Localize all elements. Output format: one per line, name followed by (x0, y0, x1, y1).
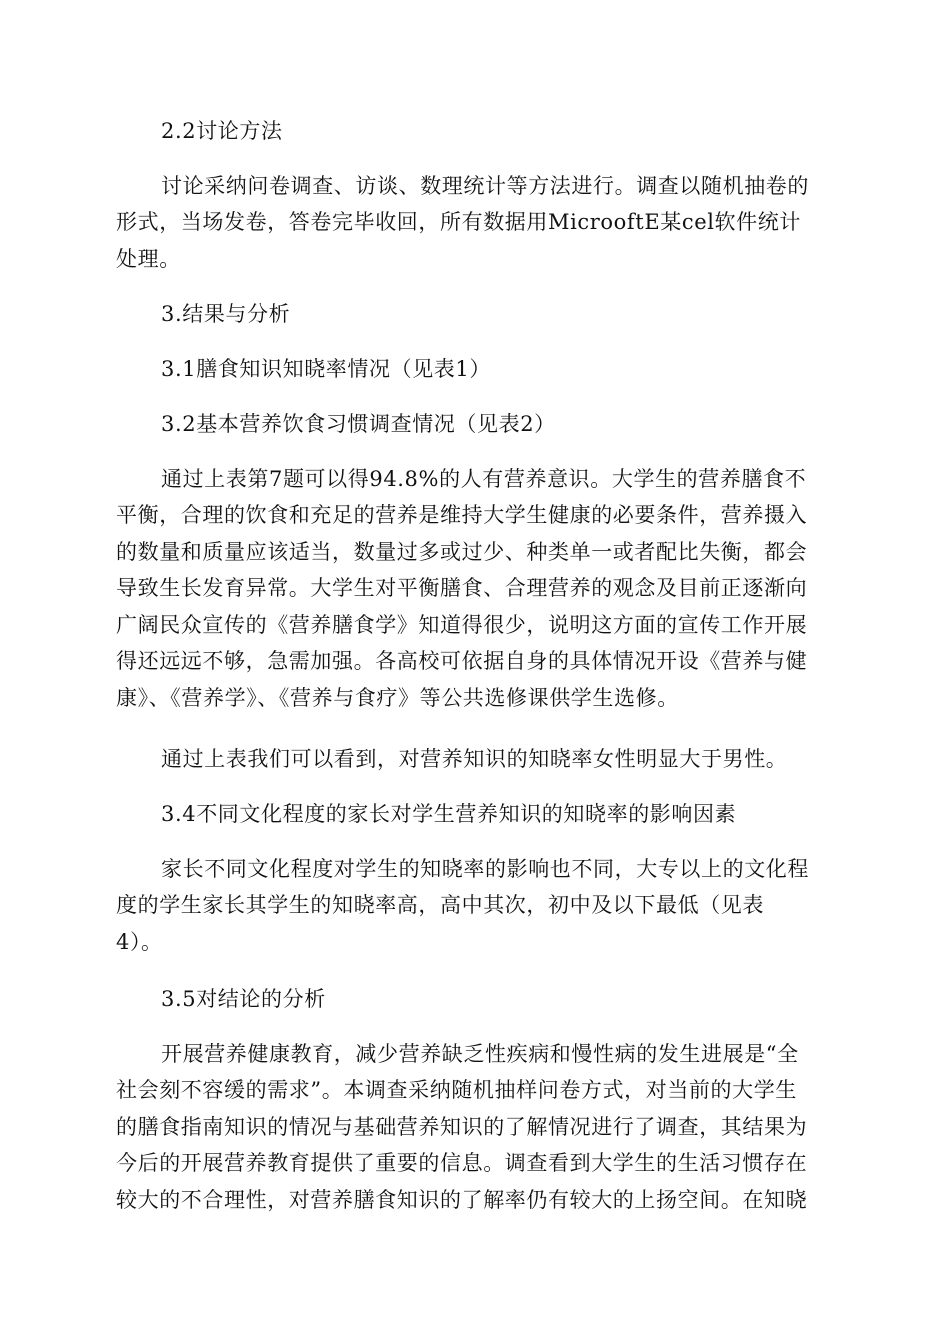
paragraph-line: 处理。 (116, 247, 181, 271)
paragraph-line: 通过上表我们可以看到，对营养知识的知晓率女性明显大于男性。 (161, 747, 788, 771)
heading-3-4: 3.4不同文化程度的家长对学生营养知识的知晓率的影响因素 (161, 802, 737, 826)
heading-3-5: 3.5对结论的分析 (161, 987, 326, 1011)
paragraph-line: 康》、《营养学》、《营养与食疗》等公共选修课供学生选修。 (116, 686, 679, 710)
paragraph-line: 讨论采纳问卷调查、访谈、数理统计等方法进行。调查以随机抽卷的 (161, 174, 809, 198)
paragraph-line: 今后的开展营养教育提供了重要的信息。调查看到大学生的生活习惯存在 (116, 1151, 808, 1175)
heading-3-2: 3.2基本营养饮食习惯调查情况（见表2） (161, 412, 556, 436)
paragraph-line: 的膳食指南知识的情况与基础营养知识的了解情况进行了调查，其结果为 (116, 1115, 808, 1139)
paragraph-line: 家长不同文化程度对学生的知晓率的影响也不同，大专以上的文化程 (161, 857, 809, 881)
paragraph-line: 通过上表第7题可以得94.8%的人有营养意识。大学生的营养膳食不 (161, 467, 807, 491)
paragraph-line: 较大的不合理性，对营养膳食知识的了解率仍有较大的上扬空间。在知晓 (116, 1188, 808, 1212)
heading-3: 3.结果与分析 (161, 302, 291, 326)
paragraph-line: 的数量和质量应该适当，数量过多或过少、种类单一或者配比失衡，都会 (116, 540, 808, 564)
paragraph-line: 4）。 (116, 930, 163, 954)
paragraph-line: 社会刻不容缓的需求”。本调查采纳随机抽样问卷方式，对当前的大学生 (116, 1078, 797, 1102)
paragraph-line: 广阔民众宣传的《营养膳食学》知道得很少，说明这方面的宣传工作开展 (116, 613, 808, 637)
paragraph-line: 得还远远不够，急需加强。各高校可依据自身的具体情况开设《营养与健 (116, 649, 808, 673)
paragraph-line: 导致生长发育异常。大学生对平衡膳食、合理营养的观念及目前正逐渐向 (116, 576, 808, 600)
paragraph-line: 开展营养健康教育，减少营养缺乏性疾病和慢性病的发生进展是“全 (161, 1042, 799, 1066)
heading-3-1: 3.1膳食知识知晓率情况（见表1） (161, 357, 491, 381)
heading-2-2: 2.2讨论方法 (161, 119, 283, 143)
paragraph-line: 平衡，合理的饮食和充足的营养是维持大学生健康的必要条件，营养摄入 (116, 503, 808, 527)
paragraph-line: 度的学生家长其学生的知晓率高，高中其次，初中及以下最低（见表 (116, 893, 764, 917)
paragraph-line: 形式，当场发卷，答卷完毕收回，所有数据用MicrooftE某cel软件统计 (116, 210, 801, 234)
